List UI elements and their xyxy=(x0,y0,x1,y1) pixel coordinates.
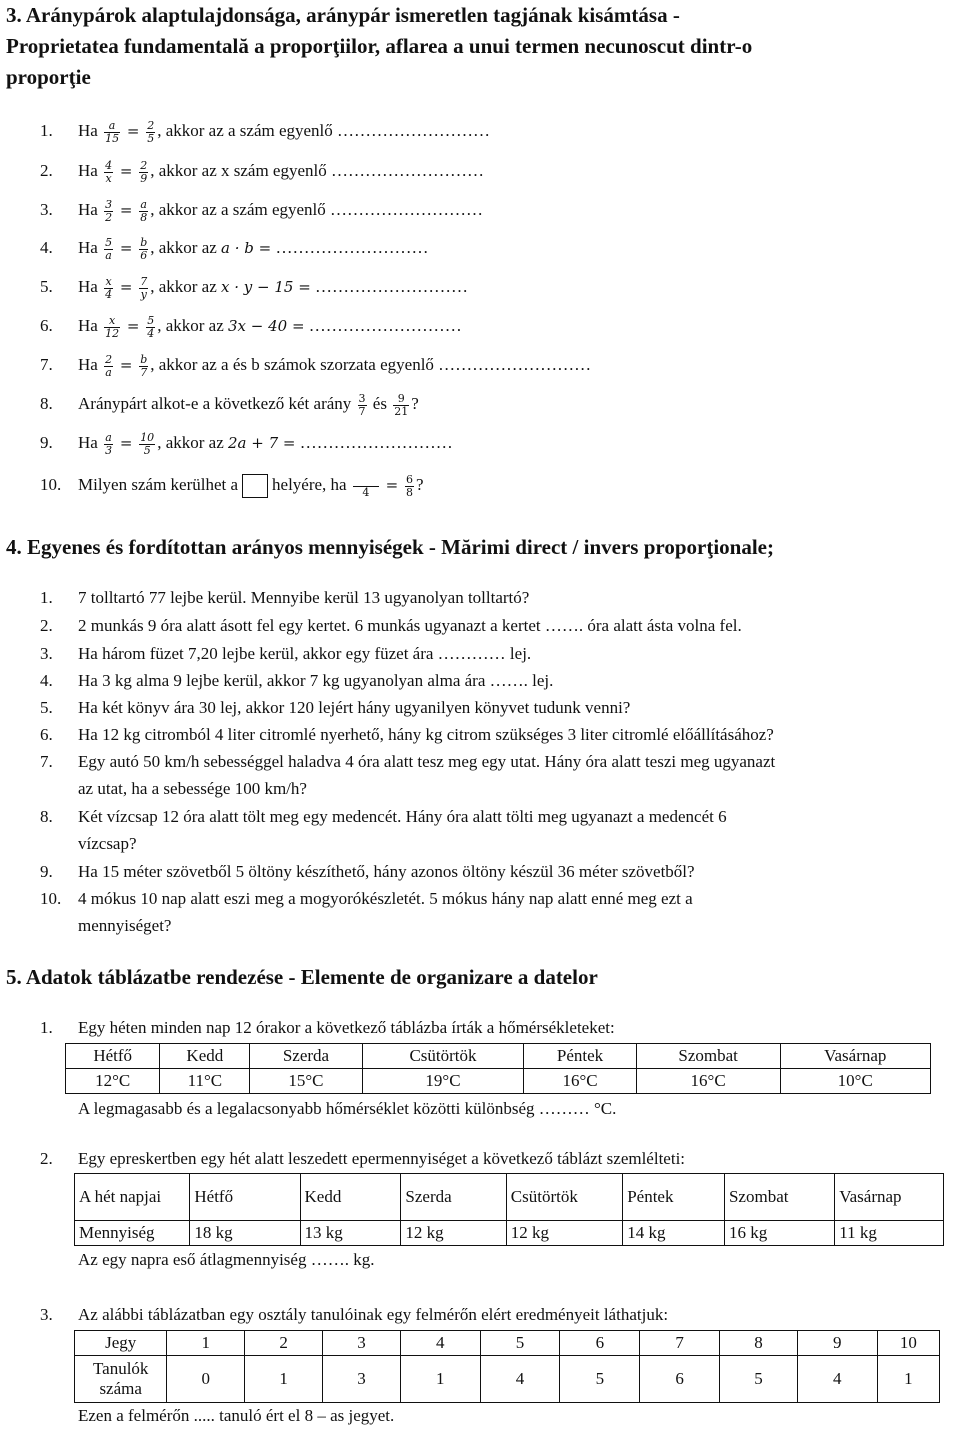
item-number: 5. xyxy=(40,698,53,717)
answer-blank: ……………………… xyxy=(330,161,484,180)
equals-sign: = xyxy=(115,356,138,374)
answer-blank: ……………………… xyxy=(337,121,491,140)
problem-item xyxy=(40,752,775,772)
numerator: 4 xyxy=(105,158,113,172)
fraction-left xyxy=(104,120,120,145)
problem-item-continuation xyxy=(40,779,307,799)
proportion-item xyxy=(40,274,468,301)
table-cell: 2 xyxy=(245,1331,323,1356)
fraction xyxy=(393,393,409,418)
q2-text-line: 2. Egy epreskertben egy hét alatt leszedett epermennyiséget a következő táblázt szemlélteti: xyxy=(40,1149,686,1168)
section4-title: 4. Egyenes és fordítottan arányos mennyiségek - Mărimi direct / invers proporţionale; xyxy=(6,535,774,559)
problem-item-continuation xyxy=(40,834,137,854)
problem-text: Ha 3 kg alma 9 lejbe kerül, akkor 7 kg ugyanolyan alma ára ……. lej. xyxy=(78,671,554,690)
table-cell: 4 xyxy=(480,1356,560,1403)
item-end: ? xyxy=(411,394,419,413)
item-expression: 3x − 40 = xyxy=(228,317,305,335)
table-cell: 15°C xyxy=(250,1069,362,1094)
equals-sign: = xyxy=(380,476,403,494)
item-text: Milyen szám kerülhet a xyxy=(78,475,239,494)
proportion-item xyxy=(40,430,453,457)
answer-blank: ……………………… xyxy=(275,238,429,257)
item-number: 10. xyxy=(40,475,62,494)
problem-item xyxy=(40,889,693,909)
item-number: 7. xyxy=(40,752,53,771)
fraction-right xyxy=(139,199,148,224)
table-value-row xyxy=(75,1356,940,1403)
item-number: 3. xyxy=(40,644,53,663)
item-text: , akkor az x szám egyenlő xyxy=(150,161,327,180)
fraction-left xyxy=(104,315,120,340)
table-cell: 18 kg xyxy=(190,1221,300,1246)
q3-text: Az alábbi táblázatban egy osztály tanulóinak egy felmérőn elért eredményeit láthatjuk: xyxy=(78,1305,669,1324)
fraction-right xyxy=(139,276,148,301)
q1-text: Egy héten minden nap 12 órakor a következő táblázba írták a hőmérsékleteket: xyxy=(78,1018,615,1037)
item-expression: x · y − 15 = xyxy=(221,278,311,296)
section3-title-line3: proporţie xyxy=(6,65,91,89)
denominator: a xyxy=(105,248,112,262)
item-number: 1. xyxy=(40,121,53,140)
item-number: 1. xyxy=(40,588,53,607)
problem-item-continuation xyxy=(40,916,171,936)
proportion-item xyxy=(40,158,484,185)
table-cell: 12°C xyxy=(66,1069,160,1094)
section5-title: 5. Adatok táblázatbe rendezése - Elemente de organizare a datelor xyxy=(6,965,598,989)
proportion-item xyxy=(40,197,483,224)
equals-sign: = xyxy=(122,122,145,140)
fraction-right xyxy=(139,432,155,457)
denominator: 5 xyxy=(143,443,151,457)
temperature-table xyxy=(65,1043,931,1094)
item-number: 6. xyxy=(40,316,53,335)
item-number: 9. xyxy=(40,433,53,452)
numerator: a xyxy=(140,197,147,211)
table-cell: 6 xyxy=(560,1331,640,1356)
problem-text: 7 tolltartó 77 lejbe kerül. Mennyibe kerül 13 ugyanolyan tolltartó? xyxy=(78,588,530,607)
table-header-row xyxy=(75,1331,940,1356)
equals-sign: = xyxy=(122,317,145,335)
blank-box xyxy=(242,474,268,498)
problem-item xyxy=(40,616,742,636)
numerator: 9 xyxy=(393,393,409,406)
fraction-left xyxy=(104,276,113,301)
proportion-item xyxy=(40,313,462,340)
problem-text: Ha két könyv ára 30 lej, akkor 120 lejért hány ugyanilyen könyvet tudunk venni? xyxy=(78,698,631,717)
denominator: 7 xyxy=(140,365,148,379)
table-header-row xyxy=(75,1174,944,1221)
equals-sign: = xyxy=(115,201,138,219)
table-cell: 0 xyxy=(167,1356,245,1403)
numerator: a xyxy=(105,430,112,444)
denominator: a xyxy=(105,365,112,379)
q2-after-text: Az egy napra eső átlagmennyiség ……. kg. xyxy=(78,1250,375,1269)
item-number: 4. xyxy=(40,238,53,257)
answer-blank: ……………………… xyxy=(438,355,592,374)
item-prefix: Ha xyxy=(78,277,98,296)
table-cell: Szerda xyxy=(250,1044,362,1069)
problem-item xyxy=(40,671,553,691)
item-expression: 2a + 7 = xyxy=(228,434,296,452)
denominator: 21 xyxy=(394,404,409,418)
proportion-item xyxy=(40,352,591,379)
item-text: , akkor az a szám egyenlő xyxy=(157,121,333,140)
table-cell: 3 xyxy=(323,1331,401,1356)
item-text: , akkor az a szám egyenlő xyxy=(150,200,326,219)
table-cell: 9 xyxy=(797,1331,877,1356)
table-cell: Hétfő xyxy=(66,1044,160,1069)
fraction-left xyxy=(104,432,113,457)
item-text: , akkor az xyxy=(157,316,224,335)
table-cell: Hétfő xyxy=(190,1174,300,1221)
problem-item xyxy=(40,644,531,664)
problem-text: 2 munkás 9 óra alatt ásott fel egy kertet. 6 munkás ugyanazt a kertet ……. óra alatt ásta volna fel. xyxy=(78,616,742,635)
problem-text: az utat, ha a sebessége 100 km/h? xyxy=(78,779,307,798)
item-prefix: Ha xyxy=(78,355,98,374)
numerator: x xyxy=(104,315,120,328)
denominator: 12 xyxy=(105,326,120,340)
denominator: 3 xyxy=(105,443,113,457)
numerator: 2 xyxy=(140,158,148,172)
item-text: , akkor az a és b számok szorzata egyenlő xyxy=(150,355,434,374)
table-cell: 1 xyxy=(245,1356,323,1403)
numerator: 7 xyxy=(140,274,148,288)
numerator: 2 xyxy=(105,352,113,366)
numerator: b xyxy=(140,352,148,366)
fraction-left xyxy=(104,354,113,379)
proportion-item xyxy=(40,118,490,145)
table-value-row xyxy=(75,1221,944,1246)
table-cell: 5 xyxy=(480,1331,560,1356)
fraction-left xyxy=(104,199,113,224)
table-cell: Szombat xyxy=(636,1044,780,1069)
problem-text: vízcsap? xyxy=(78,834,137,853)
equals-sign: = xyxy=(115,278,138,296)
denominator: 8 xyxy=(405,485,413,499)
item-number: 8. xyxy=(40,394,53,413)
table-cell: Péntek xyxy=(623,1174,725,1221)
problem-text: Két vízcsap 12 óra alatt tölt meg egy medencét. Hány óra alatt tölti meg ugyanazt a medencét 6 xyxy=(78,807,727,826)
proportion-item xyxy=(40,472,424,499)
table-cell: 16°C xyxy=(636,1069,780,1094)
problem-text: Ha 12 kg citromból 4 liter citromlé nyerhető, hány kg citrom szükséges 3 liter citromlé előállításához? xyxy=(78,725,774,744)
denominator: 2 xyxy=(105,210,113,224)
item-text: Aránypárt alkot-e a következő két arány xyxy=(78,394,352,413)
item-prefix: Ha xyxy=(78,200,98,219)
numerator: 5 xyxy=(147,313,155,327)
table-cell: Szerda xyxy=(401,1174,506,1221)
table-cell: 19°C xyxy=(362,1069,524,1094)
table-cell: 12 kg xyxy=(506,1221,622,1246)
table-cell: Csütörtök xyxy=(506,1174,622,1221)
item-text: , akkor az xyxy=(150,277,217,296)
table-cell: 13 kg xyxy=(300,1221,401,1246)
fraction-left xyxy=(104,160,113,185)
item-conjunction: helyére, ha xyxy=(272,475,347,494)
numerator: 6 xyxy=(405,472,413,486)
item-text: , akkor az xyxy=(157,433,224,452)
table-cell: 5 xyxy=(560,1356,640,1403)
table-cell: 1 xyxy=(400,1356,480,1403)
table-cell: Mennyiség xyxy=(75,1221,190,1246)
table-cell: 4 xyxy=(400,1331,480,1356)
table-header-row xyxy=(66,1044,931,1069)
table-cell: 10 xyxy=(877,1331,939,1356)
answer-blank: ……………………… xyxy=(330,200,484,219)
table-cell: Vasárnap xyxy=(835,1174,944,1221)
table-cell: Péntek xyxy=(524,1044,636,1069)
fraction xyxy=(358,393,367,418)
item-text: , akkor az xyxy=(150,238,217,257)
table-cell: Csütörtök xyxy=(362,1044,524,1069)
item-conjunction: és xyxy=(372,394,387,413)
strawberry-table xyxy=(74,1173,944,1246)
numerator: 3 xyxy=(358,391,366,405)
fraction-right xyxy=(139,354,148,379)
table-cell: Jegy xyxy=(75,1331,167,1356)
table-cell: 16°C xyxy=(524,1069,636,1094)
fraction-right xyxy=(146,315,155,340)
q3-text-line: 3. Az alábbi táblázatban egy osztály tanulóinak egy felmérőn elért eredményeit láthatjuk: xyxy=(40,1305,669,1324)
denominator: 8 xyxy=(140,210,148,224)
denominator: 4 xyxy=(362,485,370,499)
item-number: 5. xyxy=(40,277,53,296)
item-prefix: Ha xyxy=(78,161,98,180)
item-number: 8. xyxy=(40,807,53,826)
table-cell: 1 xyxy=(167,1331,245,1356)
table-cell: 10°C xyxy=(780,1069,931,1094)
problem-text: mennyiséget? xyxy=(78,916,172,935)
fraction-right xyxy=(146,120,155,145)
problem-item xyxy=(40,862,695,882)
item-end: ? xyxy=(415,475,424,494)
table-cell: Kedd xyxy=(160,1044,250,1069)
table-cell: A hét napjai xyxy=(75,1174,190,1221)
numerator xyxy=(353,474,379,487)
problem-text: 4 mókus 10 nap alatt eszi meg a mogyorókészletét. 5 mókus hány nap alatt enné meg ezt a xyxy=(78,889,693,908)
table-cell: 5 xyxy=(720,1356,798,1403)
equals-sign: = xyxy=(115,162,138,180)
item-number: 10. xyxy=(40,889,62,908)
section3-number: 3. xyxy=(6,3,22,27)
problem-item xyxy=(40,588,529,608)
q3-after-text: Ezen a felmérőn ..... tanuló ért el 8 – as jegyet. xyxy=(78,1406,395,1425)
problem-item xyxy=(40,807,727,827)
numerator: 5 xyxy=(105,235,113,249)
item-prefix: Ha xyxy=(78,316,98,335)
denominator: x xyxy=(105,171,112,185)
denominator: 6 xyxy=(140,248,148,262)
table-cell: Vasárnap xyxy=(780,1044,931,1069)
denominator: y xyxy=(140,287,147,301)
proportion-item xyxy=(40,391,419,418)
section3-title-line1: Aránypárok alaptulajdonsága, aránypár ismeretlen tagjának kisámtása - xyxy=(25,3,680,27)
section3-title-line2: Proprietatea fundamentală a proporţiilor, aflarea a unui termen necunoscut dintr-o xyxy=(6,34,753,58)
table-cell: 16 kg xyxy=(724,1221,834,1246)
item-prefix: Ha xyxy=(78,433,98,452)
item-expression: a · b = xyxy=(221,239,272,257)
fraction-left xyxy=(353,474,379,499)
fraction xyxy=(405,474,414,499)
table-cell: 6 xyxy=(640,1356,720,1403)
q1-after-text: A legmagasabb és a legalacsonyabb hőmérséklet közötti különbség ……… °C. xyxy=(78,1099,617,1118)
denominator: 7 xyxy=(358,404,366,418)
item-number: 4. xyxy=(40,671,53,690)
problem-item xyxy=(40,698,630,718)
table-cell: 1 xyxy=(877,1356,939,1403)
answer-blank: ……………………… xyxy=(308,316,462,335)
denominator: 4 xyxy=(105,287,113,301)
grades-table xyxy=(74,1330,940,1403)
table-value-row xyxy=(66,1069,931,1094)
item-number: 2. xyxy=(40,161,53,180)
fraction-left xyxy=(104,237,113,262)
denominator: 5 xyxy=(147,131,155,145)
problem-text: Egy autó 50 km/h sebességgel haladva 4 óra alatt tesz meg egy utat. Hány óra alatt teszi meg ugyanazt xyxy=(78,752,776,771)
table-cell: 4 xyxy=(797,1356,877,1403)
numerator: 2 xyxy=(147,118,155,132)
table-cell: 14 kg xyxy=(623,1221,725,1246)
problem-text: Ha 15 méter szövetből 5 öltöny készíthető, hány azonos öltöny készül 36 méter szövetből? xyxy=(78,862,695,881)
item-prefix: Ha xyxy=(78,121,98,140)
denominator: 15 xyxy=(105,131,120,145)
q1-text-line: 1. Egy héten minden nap 12 órakor a következő táblázba írták a hőmérsékleteket: xyxy=(40,1018,615,1037)
table-cell: 8 xyxy=(720,1331,798,1356)
problem-text: Ha három füzet 7,20 lejbe kerül, akkor egy füzet ára ………… lej. xyxy=(78,644,532,663)
denominator: 9 xyxy=(140,171,148,185)
section3-heading xyxy=(6,0,954,31)
answer-blank: ……………………… xyxy=(315,277,469,296)
table-cell: 12 kg xyxy=(401,1221,506,1246)
table-cell: 3 xyxy=(323,1356,401,1403)
fraction-right xyxy=(139,237,148,262)
table-cell: 7 xyxy=(640,1331,720,1356)
item-number: 6. xyxy=(40,725,53,744)
equals-sign: = xyxy=(115,434,138,452)
table-cell: Kedd xyxy=(300,1174,401,1221)
item-prefix: Ha xyxy=(78,238,98,257)
item-number: 3. xyxy=(40,200,53,219)
item-number: 9. xyxy=(40,862,53,881)
item-number: 2. xyxy=(40,616,53,635)
numerator: 10 xyxy=(140,430,155,444)
numerator: 3 xyxy=(105,197,113,211)
q2-text: Egy epreskertben egy hét alatt leszedett epermennyiséget a következő táblázt szemlélteti: xyxy=(78,1149,686,1168)
fraction-right xyxy=(139,160,148,185)
numerator: a xyxy=(104,120,120,133)
table-cell: Szombat xyxy=(724,1174,834,1221)
numerator: x xyxy=(105,274,112,288)
answer-blank: ……………………… xyxy=(299,433,453,452)
item-number: 7. xyxy=(40,355,53,374)
denominator: 4 xyxy=(147,326,155,340)
problem-item xyxy=(40,725,774,745)
numerator: b xyxy=(140,235,148,249)
proportion-item xyxy=(40,235,428,262)
equals-sign: = xyxy=(115,239,138,257)
table-cell: 11 kg xyxy=(835,1221,944,1246)
table-cell: Tanulók száma xyxy=(75,1356,167,1403)
table-cell: 11°C xyxy=(160,1069,250,1094)
